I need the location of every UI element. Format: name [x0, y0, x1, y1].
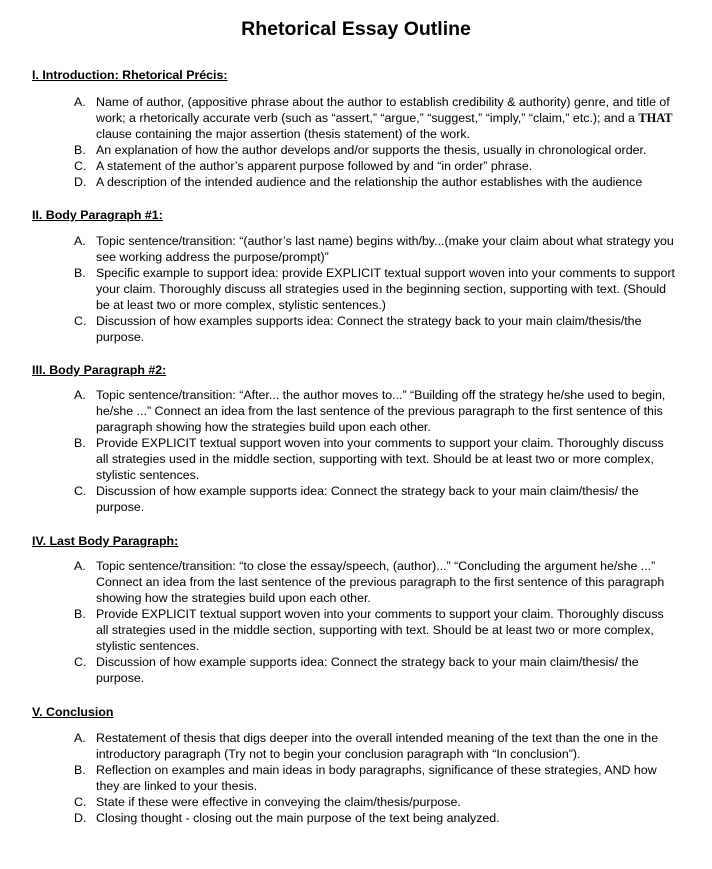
item-text: Discussion of how example supports idea: Connect the strategy back to your main claim/thesis/ the purpose. [96, 655, 639, 685]
item-letter: D. [74, 175, 87, 189]
item-letter: B. [74, 143, 86, 157]
item-text: Specific example to support idea: provide EXPLICIT textual support woven into your comments to support your claim. Thoroughly discuss all strategies used in the beginning section, supporting with text. (Should be at least two or more complex, stylistic sentences.) [96, 266, 675, 312]
item-text: Provide EXPLICIT textual support woven into your comments to support your claim. Thoroughly discuss all strategies used in the middle section, supporting with text. Should be at least two or more complex, stylistic sentences. [96, 607, 664, 653]
item-text: An explanation of how the author develops and/or supports the thesis, usually in chronological order. [96, 143, 647, 157]
item-letter: A. [74, 559, 86, 573]
list-item [0, 762, 712, 794]
item-list [0, 730, 712, 826]
item-text: Topic sentence/transition: “(author’s last name) begins with/by...(make your claim about what strategy you see working address the purpose/prompt)” [96, 234, 674, 264]
item-letter: B. [74, 763, 86, 777]
item-list [0, 558, 712, 686]
item-letter: C. [74, 655, 87, 669]
list-item [0, 265, 712, 313]
item-text: Restatement of thesis that digs deeper into the overall intended meaning of the text than the one in the introductory paragraph (Try not to begin your conclusion paragraph with “In conclusion”). [96, 731, 659, 761]
item-letter: B. [74, 436, 86, 450]
document-title: Rhetorical Essay Outline [241, 18, 471, 40]
section-heading: II. Body Paragraph #1: [32, 208, 163, 222]
item-letter: C. [74, 795, 87, 809]
item-text: Discussion of how examples supports idea: Connect the strategy back to your main claim/thesis/the purpose. [96, 314, 642, 344]
item-letter: D. [74, 811, 87, 825]
section-heading: I. Introduction: Rhetorical Précis: [32, 68, 228, 82]
item-text: Name of author, (appositive phrase about the author to establish credibility & authority) genre, and title of work; a rhetorically accurate verb (such as “assert,” “argue,” “suggest,” “imply,” “claim,” etc.); and a THAT clause containing the major assertion (thesis statement) of the work. [96, 95, 673, 141]
section-heading: III. Body Paragraph #2: [32, 363, 167, 377]
list-item [0, 606, 712, 654]
list-item [0, 654, 712, 686]
list-item [0, 233, 712, 265]
section-heading: V. Conclusion [32, 705, 114, 719]
list-item [0, 730, 712, 762]
list-item [0, 158, 712, 174]
item-text: Provide EXPLICIT textual support woven into your comments to support your claim. Thoroughly discuss all strategies used in the middle section, supporting with text. Should be at least two or more complex, stylistic sentences. [96, 436, 664, 482]
item-list [0, 94, 712, 190]
item-list [0, 233, 712, 345]
list-item [0, 558, 712, 606]
list-item [0, 435, 712, 483]
item-letter: A. [74, 388, 86, 402]
item-text: Discussion of how example supports idea: Connect the strategy back to your main claim/thesis/ the purpose. [96, 484, 639, 514]
item-letter: A. [74, 234, 86, 248]
list-item [0, 174, 712, 190]
item-letter: A. [74, 731, 86, 745]
item-letter: A. [74, 95, 86, 109]
list-item [0, 142, 712, 158]
list-item [0, 483, 712, 515]
item-text: A statement of the author’s apparent purpose followed by and “in order” phrase. [96, 159, 533, 173]
list-item [0, 387, 712, 435]
list-item [0, 94, 712, 142]
section-heading: IV. Last Body Paragraph: [32, 534, 179, 548]
item-letter: C. [74, 159, 87, 173]
item-text: Closing thought - closing out the main purpose of the text being analyzed. [96, 811, 500, 825]
list-item [0, 313, 712, 345]
item-letter: B. [74, 607, 86, 621]
item-text: Topic sentence/transition: “After... the author moves to...” “Building off the strategy he/she used to begin, he/she ...” Connect an idea from the last sentence of the previous paragraph to the first sentence of this paragraph showing how the strategies build upon each other. [96, 388, 666, 434]
item-text: Reflection on examples and main ideas in body paragraphs, significance of these strategies, AND how they are linked to your thesis. [96, 763, 657, 793]
list-item [0, 794, 712, 810]
item-text: State if these were effective in conveying the claim/thesis/purpose. [96, 795, 461, 809]
item-text: Topic sentence/transition: “to close the essay/speech, (author)...” “Concluding the argument he/she ...” Connect an idea from the last sentence of the previous paragraph to the first sentence of this paragraph showing how the strategies build upon each other. [96, 559, 665, 605]
item-letter: C. [74, 314, 87, 328]
item-list [0, 387, 712, 515]
item-letter: C. [74, 484, 87, 498]
emphasis-that: THAT [638, 111, 673, 125]
item-text: A description of the intended audience and the relationship the author establishes with the audience [96, 175, 643, 189]
item-letter: B. [74, 266, 86, 280]
list-item [0, 810, 712, 826]
